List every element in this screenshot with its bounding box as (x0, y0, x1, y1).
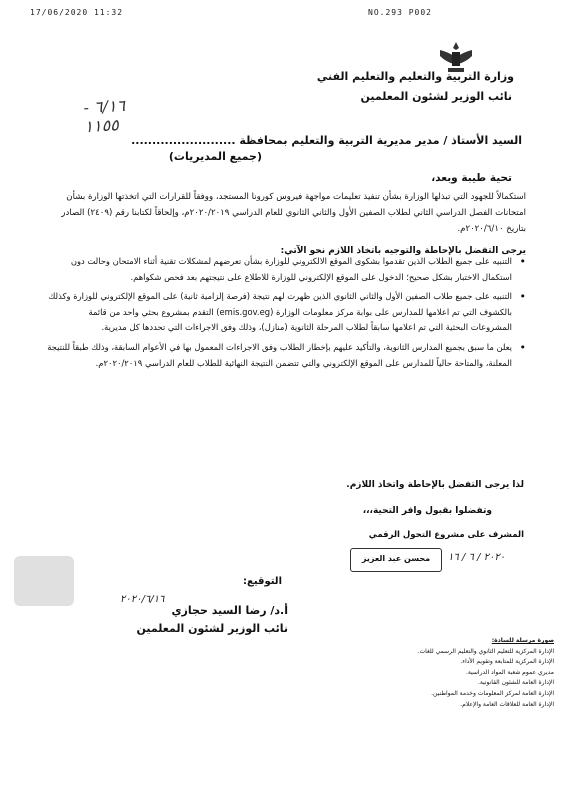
list-item: الإدارة العامة للشئون القانونية. (477, 679, 554, 687)
signature-label: التوقيع: (243, 576, 282, 587)
list-item: الإدارة المركزية للتعليم الثانوي والتعليم الرسمي للغات. (417, 647, 554, 655)
list-item: الإدارة العامة للعلاقات العامة والإعلام. (460, 700, 554, 708)
signatory-title: نائب الوزير لشئون المعلمين (136, 622, 288, 635)
closing-request: لذا يرجى التفضل بالإحاطة واتخاذ اللازم. (346, 480, 524, 490)
list-item: • التنبيه على جميع الطلاب الذين تقدموا بشكوى الموقع الالكتروني للوزارة بشأن تعرضهم لمشكلات تقنية أثناء الامتحان وحالت دون استكمال الاختبار بشكل صحيح؛ الدخول على الموقع الإلكتروني للوزارة للاطلاع على نتيجتهم بعد فحص شكواهم. (46, 254, 526, 285)
recipient-scope: (جميع المديريات) (168, 150, 262, 163)
distribution-title: صورة مرسلة للسادة: (491, 637, 554, 644)
list-item: • يعلن ما سبق بجميع المدارس الثانوية، والتأكيد عليهم بإخطار الطلاب وفق الاجراءات المعمول بها في الأعوام السابقة، وذلك طبقاً للنتيجة المعلنة، والمتاحة حالياً للمدارس على الموقع الإلكتروني والتي تتضمن النتيجة النهائية للطلاب للعام الدراسي ٢٠٢٠/٢٠١٩م. (46, 340, 526, 371)
supervisor-name-stamp: محسن عبد العزيز (350, 548, 442, 572)
fax-page-number: NO.293 P002 (368, 8, 432, 17)
signatory-name: أ.د/ رضا السيد حجازي (171, 604, 288, 617)
distribution-list (312, 636, 554, 710)
faded-stamp (14, 556, 74, 606)
greeting: تحية طيبة وبعد، (431, 172, 512, 184)
instructions-list (46, 254, 526, 375)
signature-date: ٢٠٢٠/٦/١٦ (120, 594, 165, 605)
list-item: الإدارة العامة لمركز المعلومات وخدمة المواطنين. (431, 689, 554, 697)
request-heading: يرجى التفضل بالإحاطة والتوجيه باتخاذ اللازم نحو الآتي: (280, 246, 526, 256)
ministry-name: وزارة التربية والتعليم والتعليم الفني (316, 70, 514, 83)
closing-greeting: وتفضلوا بقبول وافر التحية،،، (362, 506, 492, 516)
handwritten-note: ٦/١٦ - ١١٥٥ (82, 95, 126, 137)
intro-paragraph: استكمالاً للجهود التي تبذلها الوزارة بشأن تنفيذ تعليمات مواجهة فيروس كورونا المستجد، ووفقاً للقرارات التي اتخذتها الوزارة بشأن امتحانات الفصل الدراسي الثاني لطلاب الصفين الأول والثاني الثانوي للعام الدراسي ٢٠٢٠/٢٠١٩م، وإلحاقاً لكتابنا رقم (٢٤٠٩) الصادر بتاريخ ٢٠٢٠/٦/١٠م. (61, 192, 526, 234)
list-item: مديري عموم شعبة المواد الدراسية. (465, 668, 554, 676)
supervisor-title: المشرف على مشروع التحول الرقمي (368, 530, 524, 540)
list-item: • التنبيه على جميع طلاب الصفين الأول والثاني الثانوي الذين ظهرت لهم نتيجة (فرصة إلزامية ثانية) على الموقع الإلكتروني للوزارة وكذلك بالكشوف التي تم اعلامها للمدارس على بوابة مركز معلومات الوزارة (emis.gov.eg) التقدم بمشروع بحثي واحد من قائمة المشروعات البحثية التي تم اعلامها سابقاً لطلاب المرحلة الثانوية (منازل)، وذلك وفق الاجراءات التي تحددها كل مديرية. (46, 289, 526, 336)
supervisor-date: ٢٠٢٠ / ٦ / ١٦ (448, 552, 506, 563)
recipient-line: السيد الأستاذ / مدير مديرية التربية والتعليم بمحافظة ......................... (131, 134, 522, 147)
deputy-office-title: نائب الوزير لشئون المعلمين (360, 90, 512, 103)
fax-timestamp: 17/06/2020 11:32 (30, 8, 124, 17)
list-item: الإدارة المركزية للمتابعة وتقويم الأداء. (460, 658, 554, 666)
